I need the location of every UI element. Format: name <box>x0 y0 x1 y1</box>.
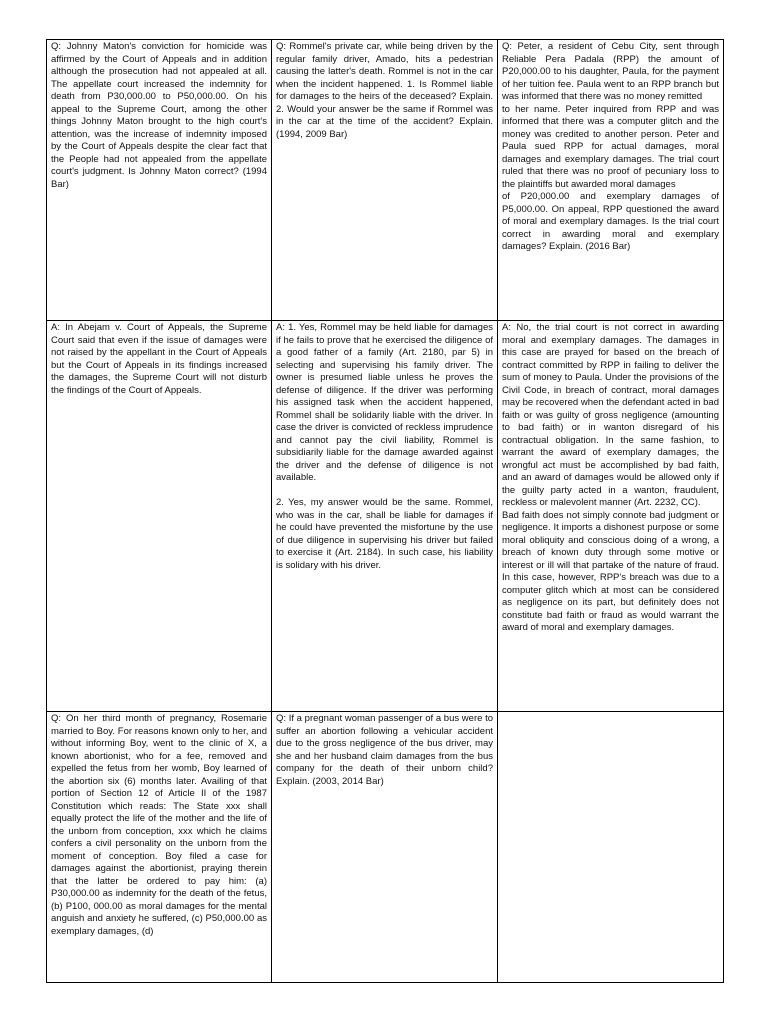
answer-cell-damages-appeal: A: In Abejam v. Court of Appeals, the Supreme Court said that even if the issue of damages were not raised by the appellant in the Court of Appeals but the Court of Appeals in its findings increased the damages, the Supreme Court will not disturb the findings of the Court of Appeals. <box>47 321 272 712</box>
question-cell-moral-exemplary: Q: Peter, a resident of Cebu City, sent through Reliable Pera Padala (RPP) the amount of P20,000.00 to his daughter, Paula, for the payment of her tuition fee. Paula went to an RPP branch but was informed that there was no money remitted to her name. Peter inquired from RPP and was informed that there was a computer glitch and the money was credited to another person. Peter and Paula sued RPP for actual damages, moral damages and exemplary damages. The trial court ruled that there was no proof of pecuniary loss to the plaintiffs but awarded moral damages of P20,000.00 and exemplary damages of P5,000.00. On appeal, RPP questioned the award of moral and exemplary damages. Is the trial court correct in awarding moral and exemplary damages? Explain. (2016 Bar) <box>498 40 724 321</box>
empty-cell <box>498 712 724 983</box>
table-row <box>47 40 724 321</box>
question-cell-abortion-damages: Q: On her third month of pregnancy, Rosemarie married to Boy. For reasons known only to her, and without informing Boy, went to the clinic of X, a known abortionist, who for a fee, removed and expelled the fetus from her womb, Boy learned of the abortion six (6) months later. Availing of that portion of Section 12 of Article II of the 1987 Constitution which reads: The State xxx shall equally protect the life of the mother and the life of the unborn from conception, xxx which he claims confers a civil personality on the unborn from the moment of conception. Boy filed a case for damages against the abortionist, praying therein that the latter be ordered to pay him: (a) P30,000.00 as indemnity for the death of the fetus, (b) P100, 000.00 as moral damages for the mental anguish and anxiety he suffered, (c) P50,000.00 as exemplary damages, (d) <box>47 712 272 983</box>
table-row <box>47 712 724 983</box>
table-row <box>47 321 724 712</box>
question-cell-damages-appeal: Q: Johnny Maton's conviction for homicide was affirmed by the Court of Appeals and in addition although the prosecution had not appealed at all. The appellate court increased the indemnity for death from P30,000.00 to P50,000.00. On his appeal to the Supreme Court, among the other things Johnny Maton brought to the high court's attention, was the increase of indemnity imposed by the Court of Appeals despite the clear fact that the People had not appealed from the appellate court's judgment. Is Johnny Maton correct? (1994 Bar) <box>47 40 272 321</box>
answer-cell-moral-exemplary: A: No, the trial court is not correct in awarding moral and exemplary damages. The damages in this case are prayed for based on the breach of contract committed by RPP in failing to deliver the sum of money to Paula. Under the provisions of the Civil Code, in breach of contract, moral damages may be recovered when the defendant acted in bad faith or was guilty of gross negligence (amounting to bad faith) or in wanton disregard of his contractual obligation. In the same fashion, to warrant the award of exemplary damages, the wrongful act must be accomplished by bad faith, and an award of damages would be allowed only if the guilty party acted in a wanton, fraudulent, reckless or malevolent manner (Art. 2232, CC). Bad faith does not simply connote bad judgment or negligence. It imports a dishonest purpose or some moral obliquity and conscious doing of a wrong, a breach of known duty through some motive or interest or ill will that partake of the nature of fraud. In this case, however, RPP's breach was due to a computer glitch which at most can be considered as negligence on its part, but definitely does not constitute bad faith or fraud as would warrant the award of moral and exemplary damages. <box>498 321 724 712</box>
question-cell-vicarious-liability: Q: Rommel's private car, while being driven by the regular family driver, Amado, hits a pedestrian causing the latter's death. Rommel is not in the car when the incident happened. 1. Is Rommel liable for damages to the heirs of the deceased? Explain. 2. Would your answer be the same if Rommel was in the car at the time of the accident? Explain. (1994, 2009 Bar) <box>272 40 498 321</box>
question-cell-bus-accident: Q: If a pregnant woman passenger of a bus were to suffer an abortion following a vehicular accident due to the gross negligence of the bus driver, may she and her husband claim damages from the bus company for the death of their unborn child? Explain. (2003, 2014 Bar) <box>272 712 498 983</box>
answer-cell-vicarious-liability: A: 1. Yes, Rommel may be held liable for damages if he fails to prove that he exercised the diligence of a good father of a family (Art. 2180, par 5) in selecting and supervising his family driver. The owner is presumed liable unless he proves the defense of diligence. If the driver was performing his assigned task when the accident happened, Rommel shall be solidarily liable with the driver. In case the driver is convicted of reckless imprudence and cannot pay the civil liability, Rommel is subsidiarily liable for the damage awarded against the driver and the defense of diligence is not available. 2. Yes, my answer would be the same. Rommel, who was in the car, shall be liable for damages if he could have prevented the misfortune by the use of due diligence in supervising his driver but failed to exercise it (Art. 2184). In such case, his liability is solidary with his driver. <box>272 321 498 712</box>
qa-table <box>46 39 724 983</box>
